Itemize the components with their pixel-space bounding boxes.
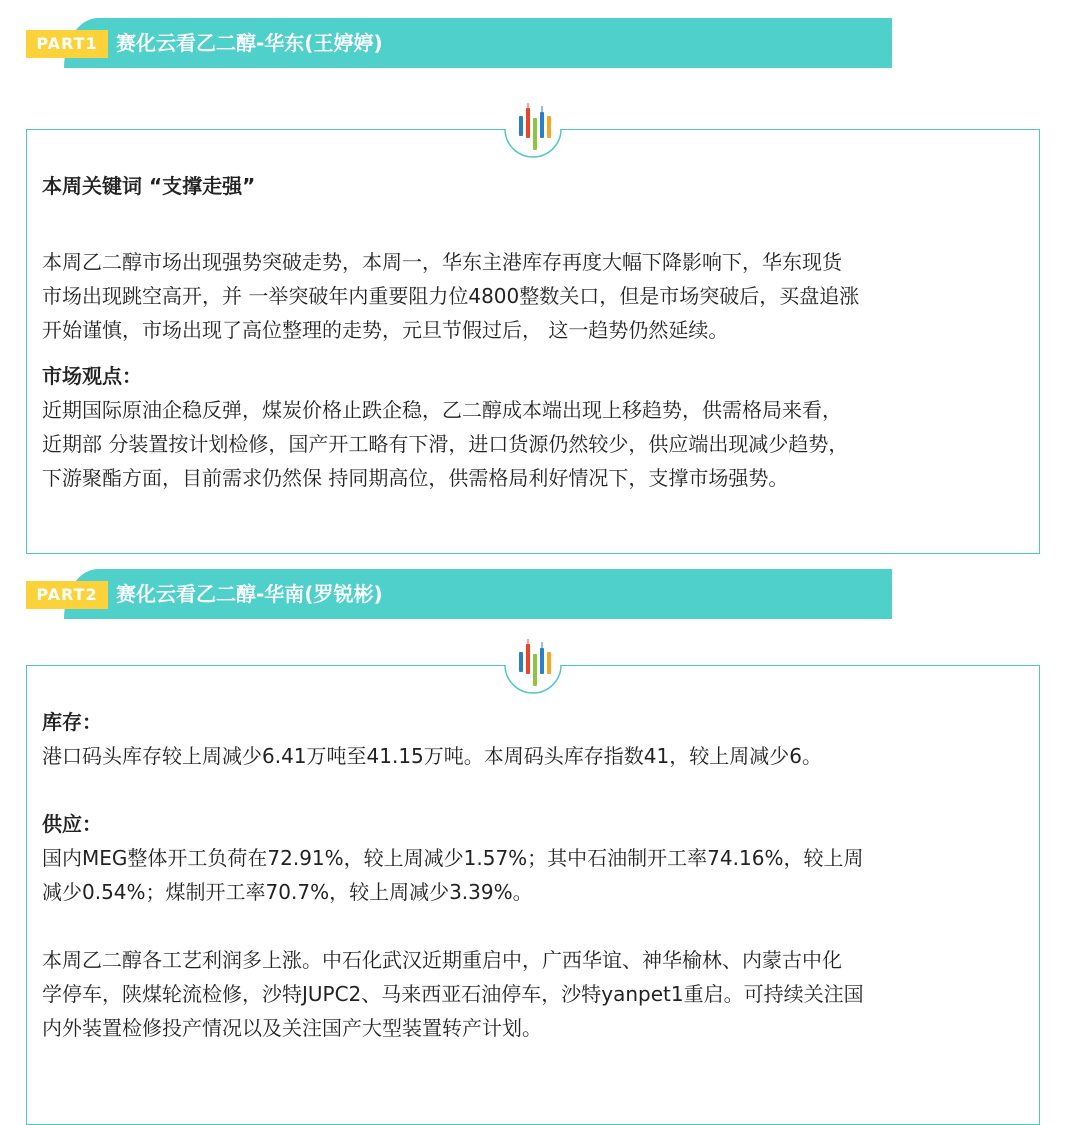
part2-profit-line1: 本周乙二醇各工艺利润多上涨。中石化武汉近期重启中，广西华谊、神华榆林、内蒙古中化 (42, 948, 842, 972)
part1-view-heading: 市场观点： (42, 364, 142, 388)
part1-para1-line2: 市场出现跳空高开，并 一举突破年内重要阻力位4800整数关口，但是市场突破后，买盘追涨 (42, 284, 860, 308)
part2-header (26, 569, 892, 619)
part2-supply-line2: 减少0.54%；煤制开工率70.7%，较上周减少3.39%。 (42, 880, 533, 904)
part2-supply-heading: 供应： (42, 812, 102, 836)
part1-para1-line1: 本周乙二醇市场出现强势突破走势，本周一，华东主港库存再度大幅下降影响下，华东现货 (42, 250, 842, 274)
part2-title: 赛化云看乙二醇-华南(罗锐彬) (116, 582, 383, 606)
part1-view-line2: 近期部 分装置按计划检修，国产开工略有下滑，进口货源仍然较少，供应端出现减少趋势， (42, 432, 849, 456)
part2-inventory-heading: 库存： (42, 710, 102, 734)
part2-badge: PART2 (26, 581, 108, 609)
part2-profit-line3: 内外装置检修投产情况以及关注国产大型装置转产计划。 (42, 1016, 542, 1040)
bar-chart-logo-icon (503, 636, 563, 696)
part1-view-line3: 下游聚酯方面，目前需求仍然保 持同期高位，供需格局利好情况下，支撑市场强势。 (42, 466, 789, 490)
bar-chart-logo-icon (503, 100, 563, 160)
part2-supply-line1: 国内MEG整体开工负荷在72.91%，较上周减少1.57%；其中石油制开工率74.16%，较上周 (42, 846, 864, 870)
part1-header (26, 18, 892, 68)
part1-title: 赛化云看乙二醇-华东(王婷婷) (116, 31, 383, 55)
part2-inventory-line1: 港口码头库存较上周减少6.41万吨至41.15万吨。本周码头库存指数41，较上周减少6。 (42, 744, 822, 768)
part1-para1-line3: 开始谨慎，市场出现了高位整理的走势，元旦节假过后， 这一趋势仍然延续。 (42, 318, 729, 342)
part1-keyword: 本周关键词 “支撑走强” (42, 174, 256, 198)
part2-profit-line2: 学停车，陕煤轮流检修，沙特JUPC2、马来西亚石油停车，沙特yanpet1重启。可持续关注国 (42, 982, 864, 1006)
part1-badge: PART1 (26, 30, 108, 58)
part1-view-line1: 近期国际原油企稳反弹，煤炭价格止跌企稳，乙二醇成本端出现上移趋势，供需格局来看， (42, 398, 842, 422)
part2-content (42, 705, 1032, 1045)
part1-content (42, 169, 1032, 495)
